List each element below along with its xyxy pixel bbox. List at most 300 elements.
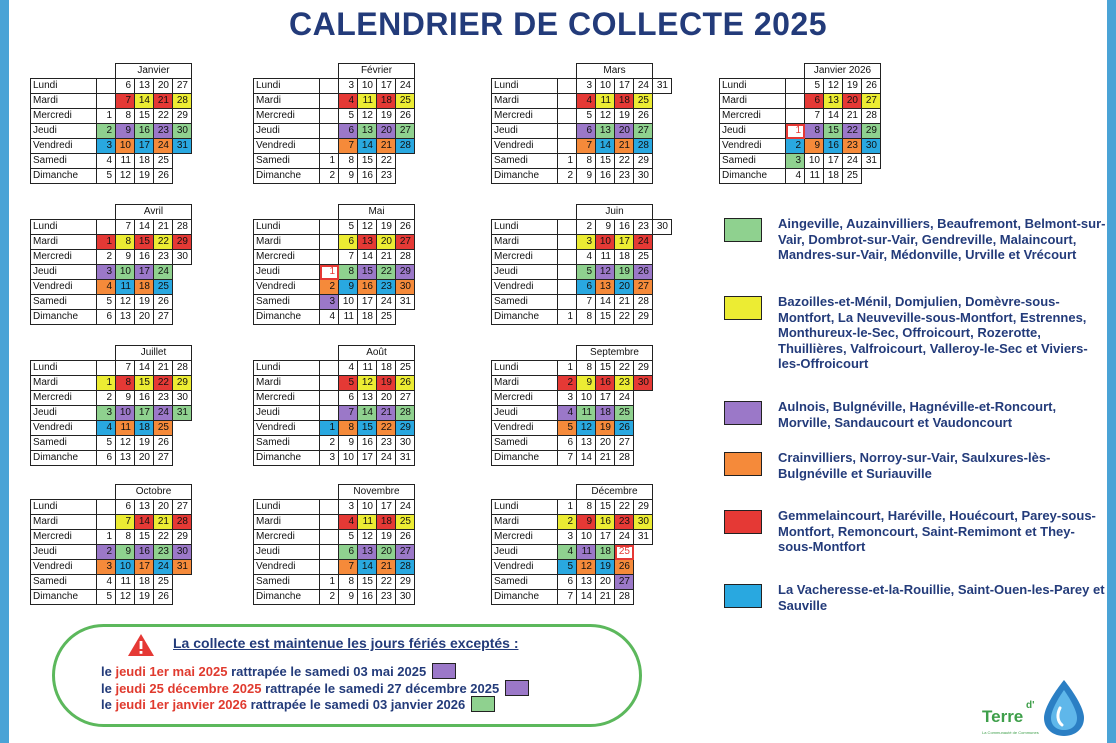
day-label: Mardi <box>492 515 558 530</box>
day-cell: 12 <box>358 109 377 124</box>
day-cell: 24 <box>154 139 173 154</box>
legend-swatch <box>724 401 762 425</box>
day-cell: 16 <box>358 169 377 184</box>
day-label: Mardi <box>492 235 558 250</box>
day-cell: 7 <box>339 560 358 575</box>
empty-cell <box>396 154 415 169</box>
notice-line: le jeudi 25 décembre 2025 rattrapée le samedi 27 décembre 2025 <box>101 680 529 696</box>
day-cell: 2 <box>320 436 339 451</box>
day-cell: 29 <box>173 235 192 250</box>
legend-text: Aulnois, Bulgnéville, Hagnéville-et-Roncourt, Morville, Sandaucourt et Vaudoncourt <box>778 399 1057 430</box>
day-cell: 24 <box>377 451 396 466</box>
day-cell: 23 <box>377 590 396 605</box>
day-cell: 19 <box>615 265 634 280</box>
day-cell: 18 <box>358 310 377 325</box>
day-cell: 14 <box>135 94 154 109</box>
day-cell: 9 <box>577 376 596 391</box>
day-cell: 14 <box>577 451 596 466</box>
empty-cell <box>786 79 805 94</box>
day-label: Jeudi <box>492 265 558 280</box>
day-cell: 21 <box>377 139 396 154</box>
day-cell: 28 <box>615 590 634 605</box>
day-label: Mardi <box>31 515 97 530</box>
day-cell: 28 <box>396 139 415 154</box>
logo-superscript: d' <box>1026 700 1035 711</box>
empty-cell <box>653 280 672 295</box>
day-cell: 16 <box>358 436 377 451</box>
day-label: Jeudi <box>492 406 558 421</box>
day-cell: 6 <box>805 94 824 109</box>
day-cell: 23 <box>154 545 173 560</box>
day-cell: 17 <box>615 79 634 94</box>
empty-cell <box>558 124 577 139</box>
day-cell: 27 <box>173 500 192 515</box>
day-cell: 25 <box>154 575 173 590</box>
day-cell: 27 <box>634 124 653 139</box>
day-cell: 9 <box>339 590 358 605</box>
day-cell: 2 <box>577 220 596 235</box>
month-name: Janvier <box>116 64 192 79</box>
day-cell: 12 <box>577 560 596 575</box>
day-cell: 7 <box>577 295 596 310</box>
day-label: Vendredi <box>31 139 97 154</box>
day-cell: 17 <box>377 79 396 94</box>
day-cell: 27 <box>396 124 415 139</box>
day-cell: 15 <box>135 235 154 250</box>
legend-swatch <box>724 218 762 242</box>
day-cell: 19 <box>377 220 396 235</box>
day-cell: 3 <box>320 295 339 310</box>
day-cell: 3 <box>577 79 596 94</box>
empty-cell <box>320 250 339 265</box>
day-cell: 21 <box>377 250 396 265</box>
day-cell: 8 <box>805 124 824 139</box>
left-border <box>0 0 9 743</box>
right-border <box>1107 0 1116 743</box>
day-cell: 14 <box>358 560 377 575</box>
day-cell: 27 <box>615 575 634 590</box>
day-label: Samedi <box>254 295 320 310</box>
empty-cell <box>653 265 672 280</box>
day-cell: 10 <box>339 451 358 466</box>
day-cell: 30 <box>396 436 415 451</box>
empty-cell <box>173 451 192 466</box>
empty-cell <box>634 436 653 451</box>
day-label: Samedi <box>254 575 320 590</box>
month-septembre <box>491 345 653 466</box>
day-cell: 2 <box>558 376 577 391</box>
day-cell: 7 <box>116 361 135 376</box>
day-cell: 6 <box>577 280 596 295</box>
day-cell: 27 <box>396 391 415 406</box>
day-cell: 6 <box>577 124 596 139</box>
empty-cell <box>653 169 672 184</box>
day-label: Mercredi <box>31 109 97 124</box>
day-cell: 9 <box>116 124 135 139</box>
day-cell: 31 <box>173 406 192 421</box>
day-cell: 26 <box>615 421 634 436</box>
day-cell: 19 <box>377 109 396 124</box>
day-label: Vendredi <box>254 560 320 575</box>
day-cell: 4 <box>320 310 339 325</box>
day-cell: 16 <box>596 169 615 184</box>
day-cell: 20 <box>377 124 396 139</box>
empty-cell <box>634 560 653 575</box>
day-cell: 26 <box>396 109 415 124</box>
day-cell: 17 <box>135 139 154 154</box>
day-cell: 26 <box>862 79 881 94</box>
day-label: Vendredi <box>492 560 558 575</box>
empty-cell <box>320 376 339 391</box>
day-cell: 21 <box>615 295 634 310</box>
day-cell: 1 <box>558 310 577 325</box>
day-cell: 3 <box>577 235 596 250</box>
day-cell: 9 <box>596 220 615 235</box>
day-cell: 19 <box>377 530 396 545</box>
day-cell: 11 <box>116 154 135 169</box>
day-cell: 28 <box>173 220 192 235</box>
day-cell: 30 <box>862 139 881 154</box>
day-cell: 17 <box>358 451 377 466</box>
day-cell: 17 <box>135 265 154 280</box>
day-cell: 29 <box>396 575 415 590</box>
day-cell: 4 <box>577 94 596 109</box>
day-label: Lundi <box>31 361 97 376</box>
day-cell: 4 <box>786 169 805 184</box>
day-cell: 25 <box>615 406 634 421</box>
legend-text: Gemmelaincourt, Haréville, Houécourt, Parey-sous-Montfort, Remoncourt, Saint-Remimont et They-sous-Montfort <box>778 508 1096 554</box>
day-cell: 5 <box>339 109 358 124</box>
notice-swatch <box>432 663 456 679</box>
day-cell: 20 <box>135 310 154 325</box>
day-cell: 25 <box>396 515 415 530</box>
day-label: Dimanche <box>254 590 320 605</box>
day-cell: 15 <box>135 109 154 124</box>
day-cell: 8 <box>116 376 135 391</box>
day-label: Dimanche <box>31 590 97 605</box>
empty-cell <box>173 575 192 590</box>
day-cell: 22 <box>154 109 173 124</box>
day-cell: 19 <box>615 109 634 124</box>
day-label: Vendredi <box>492 280 558 295</box>
day-cell: 12 <box>116 436 135 451</box>
day-cell: 19 <box>135 169 154 184</box>
day-cell: 25 <box>634 250 653 265</box>
day-cell: 14 <box>358 406 377 421</box>
day-label: Dimanche <box>31 451 97 466</box>
day-cell: 20 <box>596 436 615 451</box>
day-cell: 4 <box>97 421 116 436</box>
day-cell: 28 <box>173 515 192 530</box>
day-cell: 8 <box>339 154 358 169</box>
day-cell: 10 <box>596 235 615 250</box>
day-cell: 13 <box>135 79 154 94</box>
day-label: Vendredi <box>31 421 97 436</box>
day-label: Samedi <box>254 154 320 169</box>
day-cell: 18 <box>135 280 154 295</box>
day-cell: 17 <box>596 391 615 406</box>
day-label: Vendredi <box>492 139 558 154</box>
day-cell: 14 <box>577 590 596 605</box>
empty-cell <box>653 154 672 169</box>
day-cell: 6 <box>339 235 358 250</box>
month-name: Mai <box>339 205 415 220</box>
empty-cell <box>320 79 339 94</box>
day-label: Mercredi <box>31 391 97 406</box>
empty-cell <box>634 406 653 421</box>
day-cell: 30 <box>396 590 415 605</box>
day-cell: 20 <box>596 575 615 590</box>
day-cell: 8 <box>339 575 358 590</box>
day-cell: 23 <box>154 250 173 265</box>
day-cell: 3 <box>558 391 577 406</box>
day-cell: 5 <box>339 220 358 235</box>
day-cell: 16 <box>615 220 634 235</box>
day-cell: 18 <box>596 406 615 421</box>
day-cell: 22 <box>154 530 173 545</box>
day-cell: 24 <box>377 295 396 310</box>
day-cell: 15 <box>358 421 377 436</box>
day-cell: 28 <box>173 361 192 376</box>
day-cell: 10 <box>577 530 596 545</box>
empty-cell <box>320 361 339 376</box>
day-cell: 31 <box>862 154 881 169</box>
legend-swatch <box>724 296 762 320</box>
day-label: Vendredi <box>31 280 97 295</box>
day-cell: 17 <box>377 500 396 515</box>
day-cell: 8 <box>339 421 358 436</box>
empty-cell <box>320 391 339 406</box>
empty-cell <box>558 250 577 265</box>
day-cell: 9 <box>339 280 358 295</box>
day-cell: 11 <box>116 421 135 436</box>
empty-cell <box>320 220 339 235</box>
month-name: Juillet <box>116 346 192 361</box>
empty-cell <box>320 235 339 250</box>
month-name: Août <box>339 346 415 361</box>
day-label: Dimanche <box>254 169 320 184</box>
day-cell: 29 <box>862 124 881 139</box>
day-cell: 23 <box>843 139 862 154</box>
day-label: Dimanche <box>31 310 97 325</box>
day-cell: 28 <box>634 139 653 154</box>
day-cell: 30 <box>173 250 192 265</box>
day-cell: 23 <box>634 220 653 235</box>
day-cell: 19 <box>135 436 154 451</box>
day-cell: 14 <box>135 220 154 235</box>
empty-cell <box>558 139 577 154</box>
day-cell: 8 <box>577 310 596 325</box>
day-label: Mercredi <box>492 250 558 265</box>
day-cell: 9 <box>339 436 358 451</box>
day-cell: 31 <box>173 560 192 575</box>
legend-swatch <box>724 510 762 534</box>
day-cell: 31 <box>396 451 415 466</box>
day-cell: 14 <box>358 250 377 265</box>
day-cell: 15 <box>596 154 615 169</box>
day-cell: 22 <box>615 361 634 376</box>
day-cell: 15 <box>596 310 615 325</box>
empty-cell <box>634 545 653 560</box>
day-cell: 14 <box>596 295 615 310</box>
day-cell: 5 <box>97 295 116 310</box>
day-label: Samedi <box>254 436 320 451</box>
day-label: Samedi <box>492 575 558 590</box>
day-cell: 21 <box>615 139 634 154</box>
day-cell: 22 <box>615 500 634 515</box>
day-cell: 28 <box>615 451 634 466</box>
day-cell: 16 <box>358 280 377 295</box>
day-cell: 8 <box>339 265 358 280</box>
day-cell: 16 <box>135 250 154 265</box>
month-janvier-2026 <box>719 63 881 184</box>
day-label: Samedi <box>31 295 97 310</box>
month-name: Novembre <box>339 485 415 500</box>
empty-cell <box>320 530 339 545</box>
logo-tagline: La Communauté de Communes <box>982 730 1039 735</box>
day-cell: 3 <box>97 265 116 280</box>
day-cell: 1 <box>97 376 116 391</box>
day-cell: 15 <box>358 575 377 590</box>
empty-cell <box>653 109 672 124</box>
month-janvier <box>30 63 192 184</box>
day-cell: 23 <box>615 515 634 530</box>
day-cell: 23 <box>377 436 396 451</box>
day-cell: 25 <box>396 361 415 376</box>
day-label: Mardi <box>31 376 97 391</box>
day-label: Jeudi <box>254 545 320 560</box>
day-cell: 3 <box>339 500 358 515</box>
legend-text: Aingeville, Auzainvilliers, Beaufremont, Belmont-sur-Vair, Dombrot-sur-Vair, Gendreville, Malaincourt, Mandres-sur-Vair, Médonville, Urville et Vrécourt <box>778 216 1106 262</box>
day-cell: 5 <box>558 421 577 436</box>
day-cell: 29 <box>173 109 192 124</box>
month-avril <box>30 204 192 325</box>
day-cell: 25 <box>396 94 415 109</box>
day-label: Vendredi <box>720 139 786 154</box>
day-cell: 30 <box>634 376 653 391</box>
day-cell: 30 <box>396 280 415 295</box>
day-cell: 1 <box>320 265 339 280</box>
day-cell: 14 <box>824 109 843 124</box>
day-cell: 18 <box>135 421 154 436</box>
empty-cell <box>653 124 672 139</box>
day-cell: 10 <box>116 139 135 154</box>
day-label: Dimanche <box>31 169 97 184</box>
day-label: Mercredi <box>720 109 786 124</box>
day-cell: 5 <box>339 530 358 545</box>
day-cell: 24 <box>615 530 634 545</box>
day-cell: 24 <box>634 235 653 250</box>
empty-cell <box>320 545 339 560</box>
day-cell: 4 <box>97 575 116 590</box>
empty-cell <box>320 500 339 515</box>
day-cell: 29 <box>634 500 653 515</box>
day-cell: 15 <box>596 500 615 515</box>
day-cell: 27 <box>634 280 653 295</box>
day-cell: 20 <box>377 235 396 250</box>
empty-cell <box>396 169 415 184</box>
day-label: Lundi <box>492 500 558 515</box>
day-cell: 5 <box>805 79 824 94</box>
day-cell: 27 <box>862 94 881 109</box>
empty-cell <box>558 220 577 235</box>
day-cell: 18 <box>824 169 843 184</box>
day-cell: 25 <box>615 545 634 560</box>
day-label: Samedi <box>31 154 97 169</box>
empty-cell <box>558 235 577 250</box>
holiday-date: jeudi 25 décembre 2025 <box>115 681 262 696</box>
day-label: Dimanche <box>492 169 558 184</box>
day-cell: 14 <box>135 515 154 530</box>
day-cell: 24 <box>154 406 173 421</box>
day-cell: 26 <box>154 436 173 451</box>
day-label: Samedi <box>492 436 558 451</box>
month-décembre <box>491 484 653 605</box>
day-cell: 19 <box>135 590 154 605</box>
day-cell: 11 <box>339 310 358 325</box>
day-cell: 2 <box>320 590 339 605</box>
month-novembre <box>253 484 415 605</box>
day-cell: 13 <box>596 124 615 139</box>
day-label: Mercredi <box>254 391 320 406</box>
empty-cell <box>653 310 672 325</box>
day-cell: 2 <box>320 280 339 295</box>
empty-cell <box>653 139 672 154</box>
empty-cell <box>786 109 805 124</box>
day-cell: 1 <box>320 421 339 436</box>
empty-cell <box>558 265 577 280</box>
day-cell: 11 <box>805 169 824 184</box>
day-cell: 3 <box>558 530 577 545</box>
day-cell: 17 <box>358 295 377 310</box>
legend-swatch <box>724 452 762 476</box>
day-cell: 20 <box>843 94 862 109</box>
day-cell: 13 <box>358 235 377 250</box>
empty-cell <box>320 515 339 530</box>
day-cell: 15 <box>135 376 154 391</box>
day-cell: 10 <box>339 295 358 310</box>
day-cell: 20 <box>377 391 396 406</box>
day-cell: 24 <box>154 265 173 280</box>
empty-cell <box>320 124 339 139</box>
day-cell: 26 <box>154 295 173 310</box>
day-cell: 2 <box>558 515 577 530</box>
empty-cell <box>558 280 577 295</box>
day-cell: 4 <box>339 94 358 109</box>
holiday-date: jeudi 1er mai 2025 <box>115 664 228 679</box>
day-label: Mercredi <box>254 250 320 265</box>
day-cell: 7 <box>339 406 358 421</box>
logo-text: Terre <box>982 707 1024 726</box>
day-cell: 2 <box>97 124 116 139</box>
day-cell: 28 <box>173 94 192 109</box>
notice-swatch <box>471 696 495 712</box>
day-cell: 13 <box>577 436 596 451</box>
day-cell: 22 <box>615 154 634 169</box>
empty-cell <box>320 560 339 575</box>
day-label: Mercredi <box>254 109 320 124</box>
day-cell: 28 <box>634 295 653 310</box>
empty-cell <box>173 310 192 325</box>
day-cell: 28 <box>396 560 415 575</box>
month-juin <box>491 204 672 325</box>
day-cell: 1 <box>320 154 339 169</box>
day-cell: 26 <box>396 376 415 391</box>
day-cell: 21 <box>154 515 173 530</box>
day-cell: 9 <box>116 250 135 265</box>
empty-cell <box>558 79 577 94</box>
day-label: Lundi <box>492 220 558 235</box>
